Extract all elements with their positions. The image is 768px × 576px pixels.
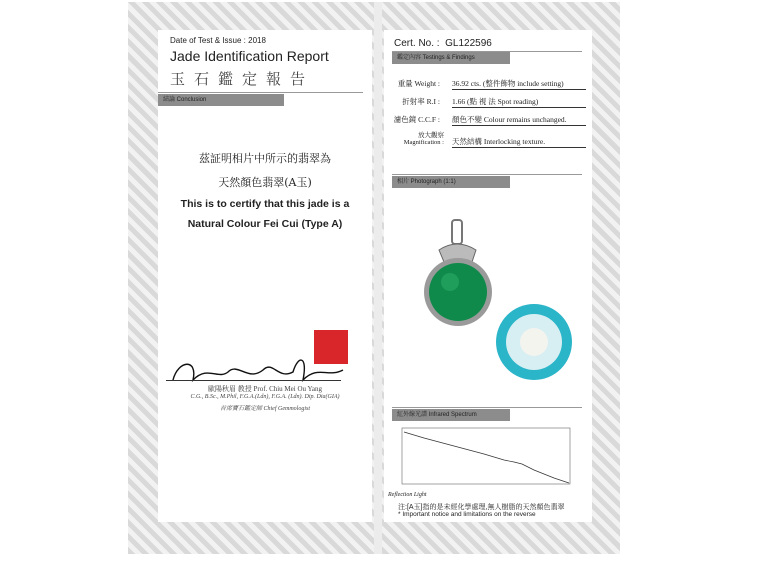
note-en: * Important notice and limitations on the reverse <box>398 511 536 518</box>
cert-no-label: Cert. No. : <box>394 38 440 49</box>
cert-number <box>394 38 492 49</box>
right-panel <box>384 30 592 522</box>
finding-row-ccf <box>390 114 586 125</box>
conclusion-en-2: Natural Colour Fei Cui (Type A) <box>187 218 343 230</box>
conclusion-en-1: This is to certify that this jade is a <box>180 198 350 210</box>
signature-line <box>166 380 341 381</box>
finding-row-magnification <box>390 130 586 146</box>
finding-row-ri <box>390 96 586 107</box>
finding-label: 濾色鏡 C.C.F : <box>393 115 440 124</box>
report-title: Jade Identification Report <box>170 48 329 64</box>
infrared-spectrum-chart <box>394 426 574 488</box>
left-panel <box>158 30 372 522</box>
certificate <box>128 2 620 554</box>
findings-bar: 鑑定內容 Testings & Findings <box>392 52 510 64</box>
divider <box>392 407 582 408</box>
signer-name: 歐陽秋眉 教授 Prof. Chiu Mei Ou Yang <box>208 385 322 393</box>
hologram-sticker <box>496 304 572 380</box>
finding-value: 36.92 cts. (整件飾物 include setting) <box>452 78 586 90</box>
finding-label: 放大觀察 Magnification : <box>403 132 444 146</box>
report-title-cn: 玉石鑑定報告 <box>170 70 315 88</box>
finding-row-weight <box>390 78 586 89</box>
photo-bar: 相片 Photograph (1:1) <box>392 176 510 188</box>
conclusion-cn-1: 茲証明相片中所示的翡翠為 <box>199 152 331 165</box>
finding-label: 折射率 R.I : <box>402 97 440 106</box>
signer-credentials: C.G., B.Sc., M.Phil, F.G.A.(Ldn), F.G.A. (Ldn). Dip. Dia(GIA) <box>190 394 340 400</box>
cert-no-value: GL122596 <box>445 38 492 49</box>
conclusion-bar: 結論 Conclusion <box>158 94 284 106</box>
jade-pendant-photo <box>424 210 584 400</box>
divider <box>158 92 363 93</box>
note-cn: 注:[A玉]指的是未經化學處理,無人樹脂的天然顏色翡翠 <box>398 504 565 511</box>
issue-date: Date of Test & Issue : 2018 <box>170 36 266 45</box>
finding-label: 重量 Weight : <box>397 79 440 88</box>
reflection-light-label: Reflection Light <box>388 492 427 498</box>
divider <box>392 174 582 175</box>
finding-value: 天然結構 Interlocking texture. <box>452 136 586 148</box>
spectrum-bar: 紅外線光譜 Infrared Spectrum <box>392 409 510 421</box>
signer-role: 首席寶石鑑定師 Chief Gemmologist <box>220 406 310 412</box>
finding-value: 顏色不變 Colour remains unchanged. <box>452 114 586 126</box>
finding-value: 1.66 (點 視 法 Spot reading) <box>452 96 586 108</box>
conclusion-cn-2: 天然顏色翡翠(A玉) <box>218 176 312 189</box>
center-fold <box>374 2 382 554</box>
